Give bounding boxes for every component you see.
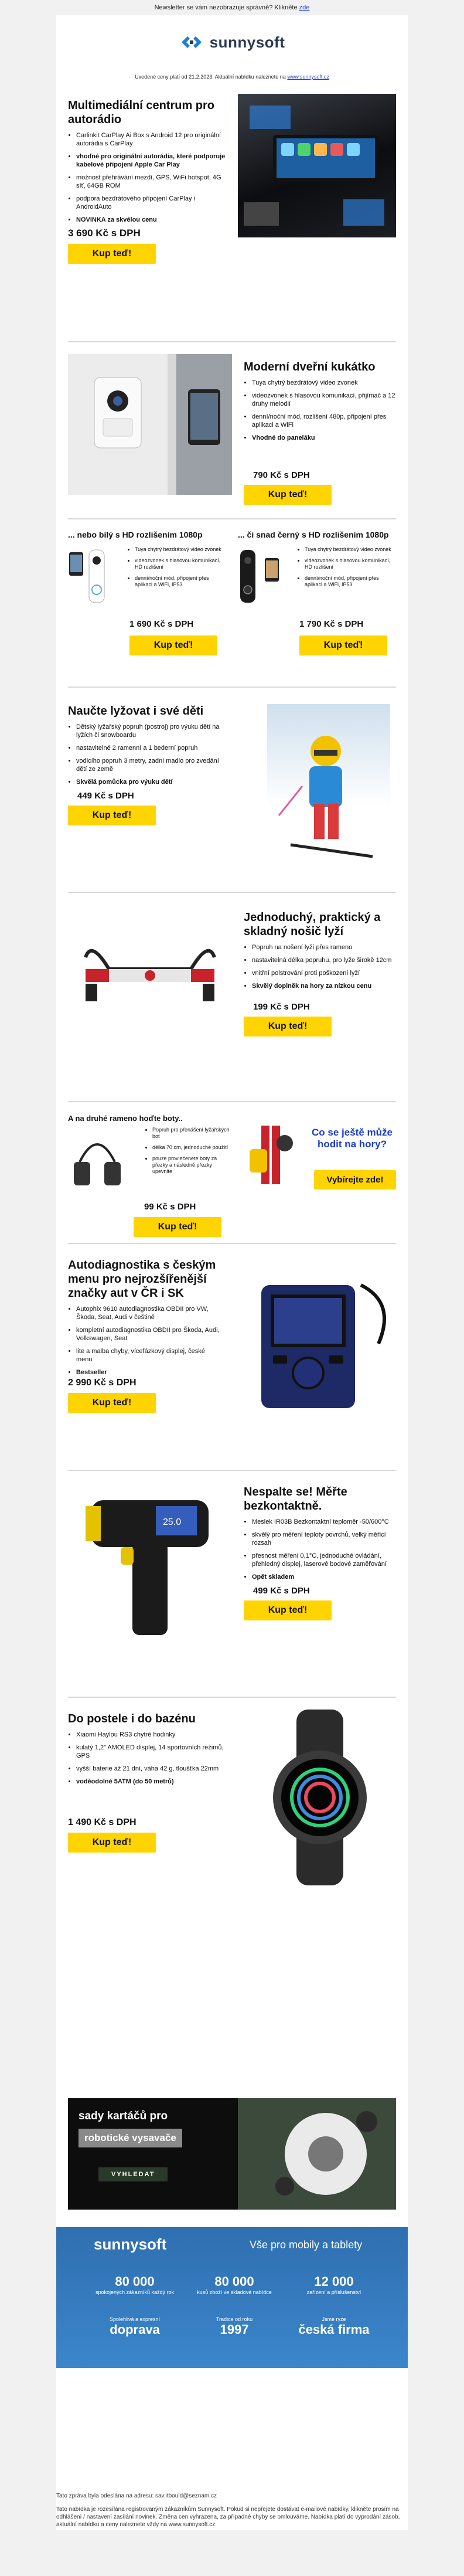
product-features [244, 943, 396, 990]
feature-item: • možnost přehrávání mezdí, GPS, WiFi hotspot, 4G síť, 64GB ROM [76, 174, 226, 190]
price-notice [56, 69, 408, 89]
smartwatch-image[interactable] [244, 1710, 396, 1885]
buy-button[interactable]: Kup teď! [68, 806, 156, 825]
variant-white [68, 530, 226, 650]
product-price: 1 490 Kč s DPH [68, 1817, 137, 1827]
feature-item: • vyšší baterie až 21 dní, váha 42 g, tloušťka 22mm [76, 1765, 226, 1773]
ski-child-image[interactable] [267, 704, 390, 874]
banner-line1: sady kartáčů pro [79, 2110, 168, 2122]
feature-item: • denní/noční mód, připojení přes aplikaci a WiFi, IP53 [305, 575, 393, 588]
fact-item [94, 2316, 176, 2337]
feature-item: • videozvonek s hlasovou komunikací, přijímač a 12 druhy melodií [252, 392, 396, 408]
product-title: Autodiagnostika s českým menu pro nejrozšířenější značky aut v ČR i SK [68, 1259, 216, 1300]
feature-item: • kulatý 1,2" AMOLED displej, 14 sportovních režimů, GPS [76, 1744, 226, 1760]
watch-icon [244, 1710, 396, 1885]
fact-value: česká firma [298, 2322, 370, 2337]
promo-more-for-mountains[interactable] [244, 1114, 396, 1231]
fact-item [293, 2316, 375, 2337]
brand-name: sunnysoft [209, 33, 285, 51]
sunnysoft-info-banner[interactable] [56, 2227, 408, 2368]
product-price: 99 Kč s DPH [144, 1202, 196, 1212]
product-title: Do postele i do bazénu [68, 1712, 196, 1725]
feature-item: • kompletní autodiagnostika OBDII pro Škoda, Audi, Volkswagen, Seat [76, 1326, 220, 1343]
newsletter-body [56, 15, 408, 2530]
feature-item: • videozvonek s hlasovou komunikací, HD rozlišení [305, 558, 393, 570]
feature-item: • nastavitelná délka popruhu, pro lyže širokě 12cm [252, 956, 396, 964]
buy-button[interactable]: Kup teď! [68, 1393, 156, 1413]
fact-label: Spolehlivá a expresní [109, 2316, 161, 2322]
recipient-line: Tato zpráva byla odeslána na adresu: sav.itbould@seznam.cz [56, 2493, 217, 2499]
car-screen-icon [238, 94, 396, 237]
buy-button[interactable]: Kup teď! [299, 635, 387, 655]
svg-text:25.0: 25.0 [163, 1517, 182, 1527]
buy-button[interactable]: Kup teď! [68, 244, 156, 264]
product-price: 790 Kč s DPH [253, 470, 310, 480]
product-features [127, 546, 223, 593]
stat-item [293, 2274, 375, 2295]
fact-item [193, 2316, 275, 2337]
stat-label: kusů zboží ve skladové nabídce [197, 2289, 272, 2295]
stat-item [193, 2274, 275, 2295]
legal-footer [56, 2492, 408, 2529]
stat-value: 80 000 [214, 2274, 254, 2289]
product-price: 2 990 Kč s DPH [68, 1378, 137, 1388]
banner-slogan: Vše pro mobily a tablety [250, 2239, 363, 2251]
browse-button[interactable]: Vybírejte zde! [314, 1170, 396, 1190]
disclaimer-text: Tato nabídka je rozesílána registrovaným zákazníkům Sunnysoft. Pokud si nepřejete dostávat e-mailové nabídky, klikněte prosím na odhlášení / nastavení zasílání novinek. Změna cen vyhrazena, za případné chyby se omlouváme. Nabídka platí do vyprodání zásob, aktuální nabídku a ceny naleznete vždy na www.sunnysoft.cz. [56, 2506, 400, 2528]
product-features [144, 1127, 231, 1180]
feature-item: • Tuya chytrý bezdrátový video zvonek [305, 546, 393, 553]
product-ski-harness [68, 688, 396, 893]
product-video-doorbell [68, 342, 396, 519]
feature-item: • videozvonek s hlasovou komunikací, HD rozlišení [135, 558, 223, 570]
product-features [244, 379, 396, 442]
stat-label: spokojených zákazníků každý rok [95, 2289, 175, 2295]
feature-item: • lite a malba chyby, vícefázkový displej, české menu [76, 1347, 220, 1364]
feature-item: • Meslek IR03B Bezkontaktní teploměr -50/600°C [252, 1518, 396, 1526]
feature-item: • voděodolné 5ATM (do 50 metrů) [76, 1778, 226, 1786]
product-title: Nespalte se! Měřte bezkontaktně. [244, 1486, 347, 1513]
diagnostics-device-image[interactable] [244, 1267, 396, 1426]
header-logo[interactable] [56, 15, 408, 69]
feature-item: • Autophix 9610 autodiagnostika OBDII pro VW, Škoda, Seat, Audi v češtině [76, 1305, 220, 1321]
doorbell-icon [68, 354, 232, 495]
feature-item: • přesnost měření 0,1°C, jednoduché ovládání, přehledný displej, laserové bodové zaměřování [252, 1552, 396, 1568]
buy-button[interactable]: Kup teď! [244, 1600, 332, 1620]
variant-title: ... či snad černý s HD rozlišením 1080p [238, 530, 389, 539]
fact-label: Jsme ryze [322, 2316, 346, 2322]
feature-item: • Skvělý doplněk na hory za nízkou cenu [252, 982, 396, 990]
feature-item: • délka 70 cm, jednoduché použití [152, 1144, 231, 1151]
stat-value: 80 000 [115, 2274, 155, 2289]
feature-item: • Vhodné do paneláku [252, 434, 396, 442]
stat-value: 12 000 [314, 2274, 354, 2289]
product-carplay-box [68, 89, 396, 342]
view-online-link[interactable]: zde [299, 4, 310, 11]
product-title: A na druhé rameno hoďte boty.. [68, 1114, 183, 1123]
buy-button[interactable]: Kup teď! [134, 1217, 221, 1237]
feature-item: • Popruh na nošení lyží přes rameno [252, 943, 396, 951]
sunnysoft-logo-icon [179, 34, 204, 50]
variant-title: ... nebo bílý s HD rozlišením 1080p [68, 530, 203, 539]
feature-item: • Dětský lyžařský popruh (postroj) pro výuku dětí na lyžích či snowboardu [76, 723, 226, 739]
product-car-diagnostics [68, 1244, 396, 1471]
fact-label: Tradice od roku [216, 2316, 253, 2322]
product-title: Jednoduchý, praktický a skladný nošič lyží [244, 911, 381, 938]
product-features [68, 723, 226, 786]
ir-thermometer-icon [68, 1488, 232, 1647]
product-title: Moderní dveřní kukátko [244, 361, 376, 373]
feature-item: • pouze provlečenete boty za přezky a následně přezky upevnite [152, 1156, 231, 1175]
black-doorbell-icon[interactable] [238, 546, 285, 611]
white-doorbell-icon[interactable] [68, 546, 115, 611]
brush-sets-banner[interactable] [68, 2098, 396, 2210]
buy-button[interactable]: Kup teď! [68, 1833, 156, 1853]
fact-value: 1997 [220, 2322, 249, 2337]
feature-item: • Bestseller [76, 1368, 220, 1377]
product-ir-thermometer [68, 1471, 396, 1698]
product-price: 499 Kč s DPH [253, 1586, 310, 1596]
product-price: 1 690 Kč s DPH [129, 619, 194, 629]
product-features [68, 1305, 220, 1377]
product-price: 3 690 Kč s DPH [68, 227, 141, 239]
variant-black [238, 530, 396, 650]
product-title: Naučte lyžovat i své děti [68, 705, 204, 718]
product-features [68, 1731, 226, 1786]
product-price: 199 Kč s DPH [253, 1002, 310, 1012]
feature-item: • vnitřní polstrování proti poškození lyží [252, 969, 396, 977]
product-features [296, 546, 393, 593]
product-price: 1 790 Kč s DPH [299, 619, 364, 629]
obd-scanner-icon [244, 1267, 396, 1426]
banner-brand: sunnysoft [94, 2235, 167, 2253]
feature-item: • Popruh pro přenášení lyžařských bot [152, 1127, 231, 1140]
feature-item: • Tuya chytrý bezdrátový video zvonek [252, 379, 396, 387]
feature-item: • Skvělá pomůcka pro výuku dětí [76, 778, 226, 786]
car-dashboard-image[interactable] [238, 94, 396, 237]
buy-button[interactable]: Kup teď! [244, 1017, 332, 1036]
product-features [244, 1518, 396, 1581]
buy-button[interactable]: Kup teď! [244, 485, 332, 505]
product-title: Multimediální centrum pro autorádio [68, 99, 215, 126]
product-features [68, 131, 226, 224]
stat-item [94, 2274, 176, 2295]
banner-line2: robotické vysavače [79, 2129, 182, 2147]
view-online-text: Newsletter se vám nezobrazuje správně? Klikněte [154, 4, 299, 11]
buy-button[interactable]: Kup teď! [129, 635, 217, 655]
doorbell-image[interactable] [68, 354, 232, 495]
robot-vacuum-icon [238, 2098, 396, 2210]
feature-item: • Tuya chytrý bezdrátový video zvonek [135, 546, 223, 553]
view-online-bar [0, 0, 464, 15]
product-doorbell-variants [68, 519, 396, 688]
search-button[interactable]: VYHLEDAT [98, 2167, 168, 2181]
feature-item: • NOVINKA za skvělou cenu [76, 216, 226, 224]
feature-item: • denní/noční mód, rozlišení 480p, připojení přes aplikaci a WiFi [252, 413, 396, 429]
ski-gear-icon [244, 1120, 296, 1190]
product-smartwatch [68, 1698, 396, 1926]
product-price: 449 Kč s DPH [77, 791, 134, 801]
skier-icon [267, 704, 390, 874]
ski-strap-icon [68, 934, 232, 1016]
feature-item: • nastavitelné 2 ramenní a 1 bederní popruh [76, 744, 226, 752]
stat-label: zařízení a příslušenství [306, 2289, 361, 2295]
ski-strap-image[interactable] [68, 934, 232, 1016]
feature-item: • Carlinkit CarPlay Ai Box s Android 12 pro originální autorádia s CarPlay [76, 131, 226, 148]
price-notice-text: Uvedené ceny platí od 21.2.2023. Aktuální nabídku naleznete na [135, 74, 288, 80]
feature-item: • podpora bezdrátového připojení CarPlay i AndroidAuto [76, 195, 226, 211]
product-ski-carrier [68, 893, 396, 1102]
feature-item: • skvělý pro měření teploty povrchů, velký měřicí rozsah [252, 1531, 396, 1547]
facts-row [94, 2316, 375, 2337]
fact-value: doprava [110, 2322, 160, 2337]
feature-item: • Xiaomi Haylou RS3 chytré hodinky [76, 1731, 226, 1739]
product-boot-strap [68, 1102, 396, 1244]
feature-item: • denní/noční mód, připojení přes aplikaci a WiFi, IP53 [135, 575, 223, 588]
feature-item: • vodicího popruh 3 metry, zadní madlo pro zvedání dětí ze země [76, 757, 226, 773]
feature-item: • vhodné pro originální autorádia, které podporuje kabelové připojení Apple Car Play [76, 152, 226, 169]
feature-item: • Opět skladem [252, 1573, 396, 1581]
boot-strap-icon[interactable] [68, 1127, 127, 1191]
website-link[interactable]: www.sunnysoft.cz [287, 74, 329, 80]
promo-text: Co se ještě může hodit na hory? [312, 1127, 393, 1150]
stats-row [94, 2274, 375, 2295]
thermometer-image[interactable] [68, 1488, 232, 1647]
